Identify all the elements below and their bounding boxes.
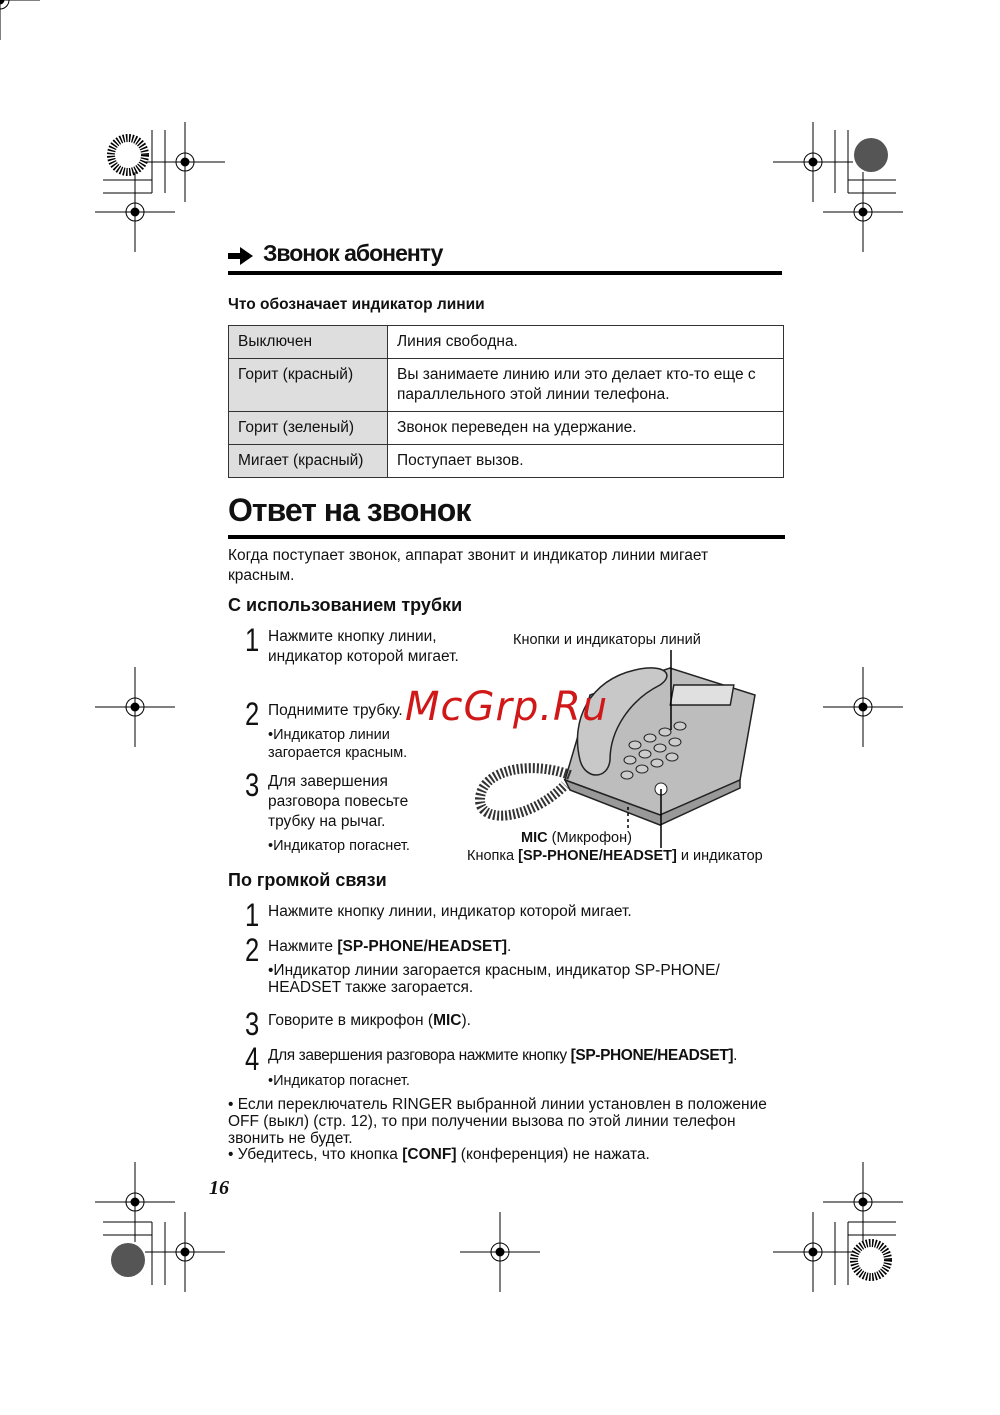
state-cell: Мигает (красный) [229, 445, 388, 478]
meaning-cell: Поступает вызов. [388, 445, 784, 478]
step-number: 2 [245, 932, 260, 968]
table-row [229, 412, 784, 445]
step-text: Поднимите трубку. [268, 702, 403, 719]
step-number: 3 [245, 767, 260, 803]
telephone-illustration [470, 650, 770, 850]
note: • Убедитесь, что кнопка [CONF] (конференция) не нажата. [228, 1146, 650, 1163]
step-note: •Индикатор погаснет. [268, 838, 410, 854]
step-text: Говорите в микрофон (MIC). [268, 1012, 471, 1029]
page-title: Ответ на звонок [228, 492, 471, 528]
meaning-cell: Звонок переведен на удержание. [388, 412, 784, 445]
table-row [229, 445, 784, 478]
step-text: Для завершения разговора повесьте трубку на рычаг. [268, 773, 409, 830]
step-text: Нажмите [SP-PHONE/HEADSET]. [268, 938, 512, 955]
step-text: Нажмите кнопку линии, индикатор которой мигает. [268, 628, 459, 665]
meaning-cell: Вы занимаете линию или это делает кто-то еще с параллельного этой линии телефона. [388, 359, 784, 412]
label-line-buttons: Кнопки и индикаторы линий [513, 632, 701, 648]
label-mic: MIC (Микрофон) [521, 830, 632, 846]
step-number: 3 [245, 1006, 260, 1042]
step-number: 4 [245, 1041, 260, 1077]
arrow-right-icon [228, 246, 254, 266]
indicator-table [228, 325, 784, 478]
indicator-heading: Что обозначает индикатор линии [228, 296, 485, 313]
divider [228, 535, 785, 539]
step-number: 1 [245, 897, 260, 933]
state-cell: Горит (красный) [229, 359, 388, 412]
divider [228, 271, 782, 275]
step-text: Нажмите кнопку линии, индикатор которой мигает. [268, 903, 632, 920]
section-title: Звонок абоненту [263, 240, 443, 266]
state-cell: Горит (зеленый) [229, 412, 388, 445]
step-note: •Индикатор линии загорается красным, индикатор SP-PHONE/ HEADSET также загорается. [268, 962, 720, 996]
label-sp-phone: Кнопка [SP-PHONE/HEADSET] и индикатор [467, 848, 763, 864]
note: • Если переключатель RINGER выбранной линии установлен в положение OFF (выкл) (стр. 12), то при получении вызова по этой линии телефон звонить не будет. [228, 1096, 767, 1147]
handset-heading: С использованием трубки [228, 595, 463, 615]
table-row [229, 359, 784, 412]
intro-text: Когда поступает звонок, аппарат звонит и индикатор линии мигает красным. [228, 547, 709, 584]
step-number: 2 [245, 696, 260, 732]
step-note: •Индикатор погаснет. [268, 1073, 410, 1089]
table-row [229, 326, 784, 359]
meaning-cell: Линия свободна. [388, 326, 784, 359]
watermark: McGrp.Ru [405, 684, 609, 730]
step-number: 1 [245, 622, 260, 658]
step-text: Для завершения разговора нажмите кнопку [SP-PHONE/HEADSET]. [268, 1047, 738, 1064]
page-number: 16 [209, 1177, 229, 1199]
speaker-heading: По громкой связи [228, 870, 387, 890]
step-note: •Индикатор линии загорается красным. [268, 727, 408, 761]
state-cell: Выключен [229, 326, 388, 359]
